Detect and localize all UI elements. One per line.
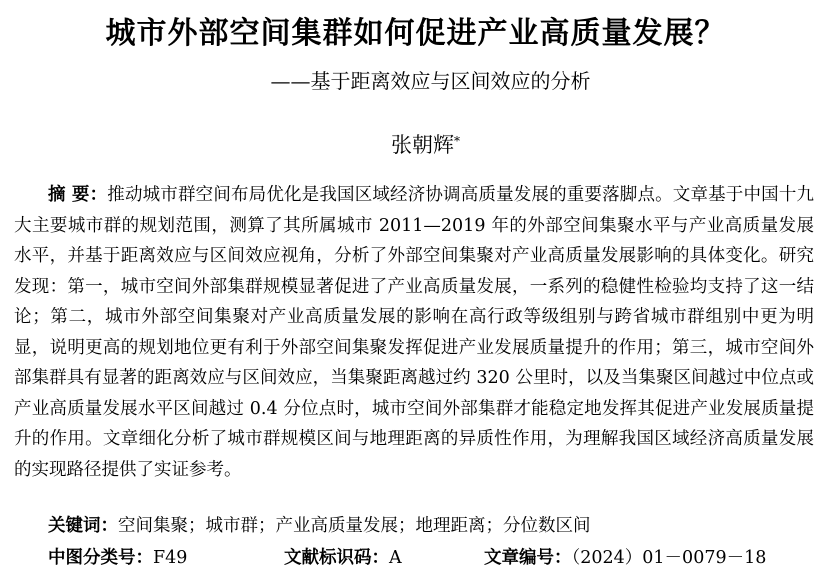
clc-item — [48, 543, 187, 573]
doc-code-value: A — [389, 548, 402, 568]
clc-value: F49 — [153, 548, 188, 568]
clc-label: 中图分类号： — [48, 548, 153, 568]
author-name: 张朝辉 — [391, 133, 454, 157]
article-no-label: 文章编号： — [484, 548, 572, 568]
doc-code-item — [284, 543, 402, 573]
keywords-text: 空间集聚；城市群；产业高质量发展；地理距离；分位数区间 — [118, 516, 591, 536]
author-line — [0, 130, 831, 160]
author-footnote-mark: * — [454, 134, 460, 148]
abstract-block — [14, 180, 814, 485]
abstract-label: 摘 要： — [48, 185, 108, 205]
classification-row — [48, 543, 818, 573]
keywords-label: 关键词： — [48, 516, 118, 536]
keywords-line — [48, 512, 818, 540]
paper-subtitle: ——基于距离效应与区间效应的分析 — [270, 69, 591, 93]
article-no-item — [484, 543, 766, 573]
article-no-value: （2024）01－0079－18 — [571, 548, 767, 568]
paper-title: 城市外部空间集群如何促进产业高质量发展？ — [105, 16, 726, 51]
abstract-text: 推动城市群空间布局优化是我国区域经济协调高质量发展的重要落脚点。文章基于中国十九大主要城市群的规划范围，测算了其所属城市 2011—2019 年的外部空间集聚水平与产业高质量发展水平，并基于距离效应与区间效应视角，分析了外部空间集聚对产业高质量发展影响的具体变化。研究发现：第一，城市空间外部集群规模显著促进了产业高质量发展，一系列的稳健性检验均支持了这一结论；第二，城市外部空间集聚对产业高质量发展的影响在高行政等级组别与跨省城市群组别中更为明显，说明更高的规划地位更有利于外部空间集聚发挥促进产业发展质量提升的作用；第三，城市空间外部集群具有显著的距离效应与区间效应，当集聚距离越过约 320 公里时，以及当集聚区间越过中位点或产业高质量发展水平区间越过 0.4 分位点时，城市空间外部集群才能稳定地发挥其促进产业发展质量提升的作用。文章细化分析了城市群规模区间与地理距离的异质性作用，为理解我国区域经济高质量发展的实现路径提供了实证参考。 — [14, 185, 814, 480]
doc-code-label: 文献标识码： — [284, 548, 389, 568]
